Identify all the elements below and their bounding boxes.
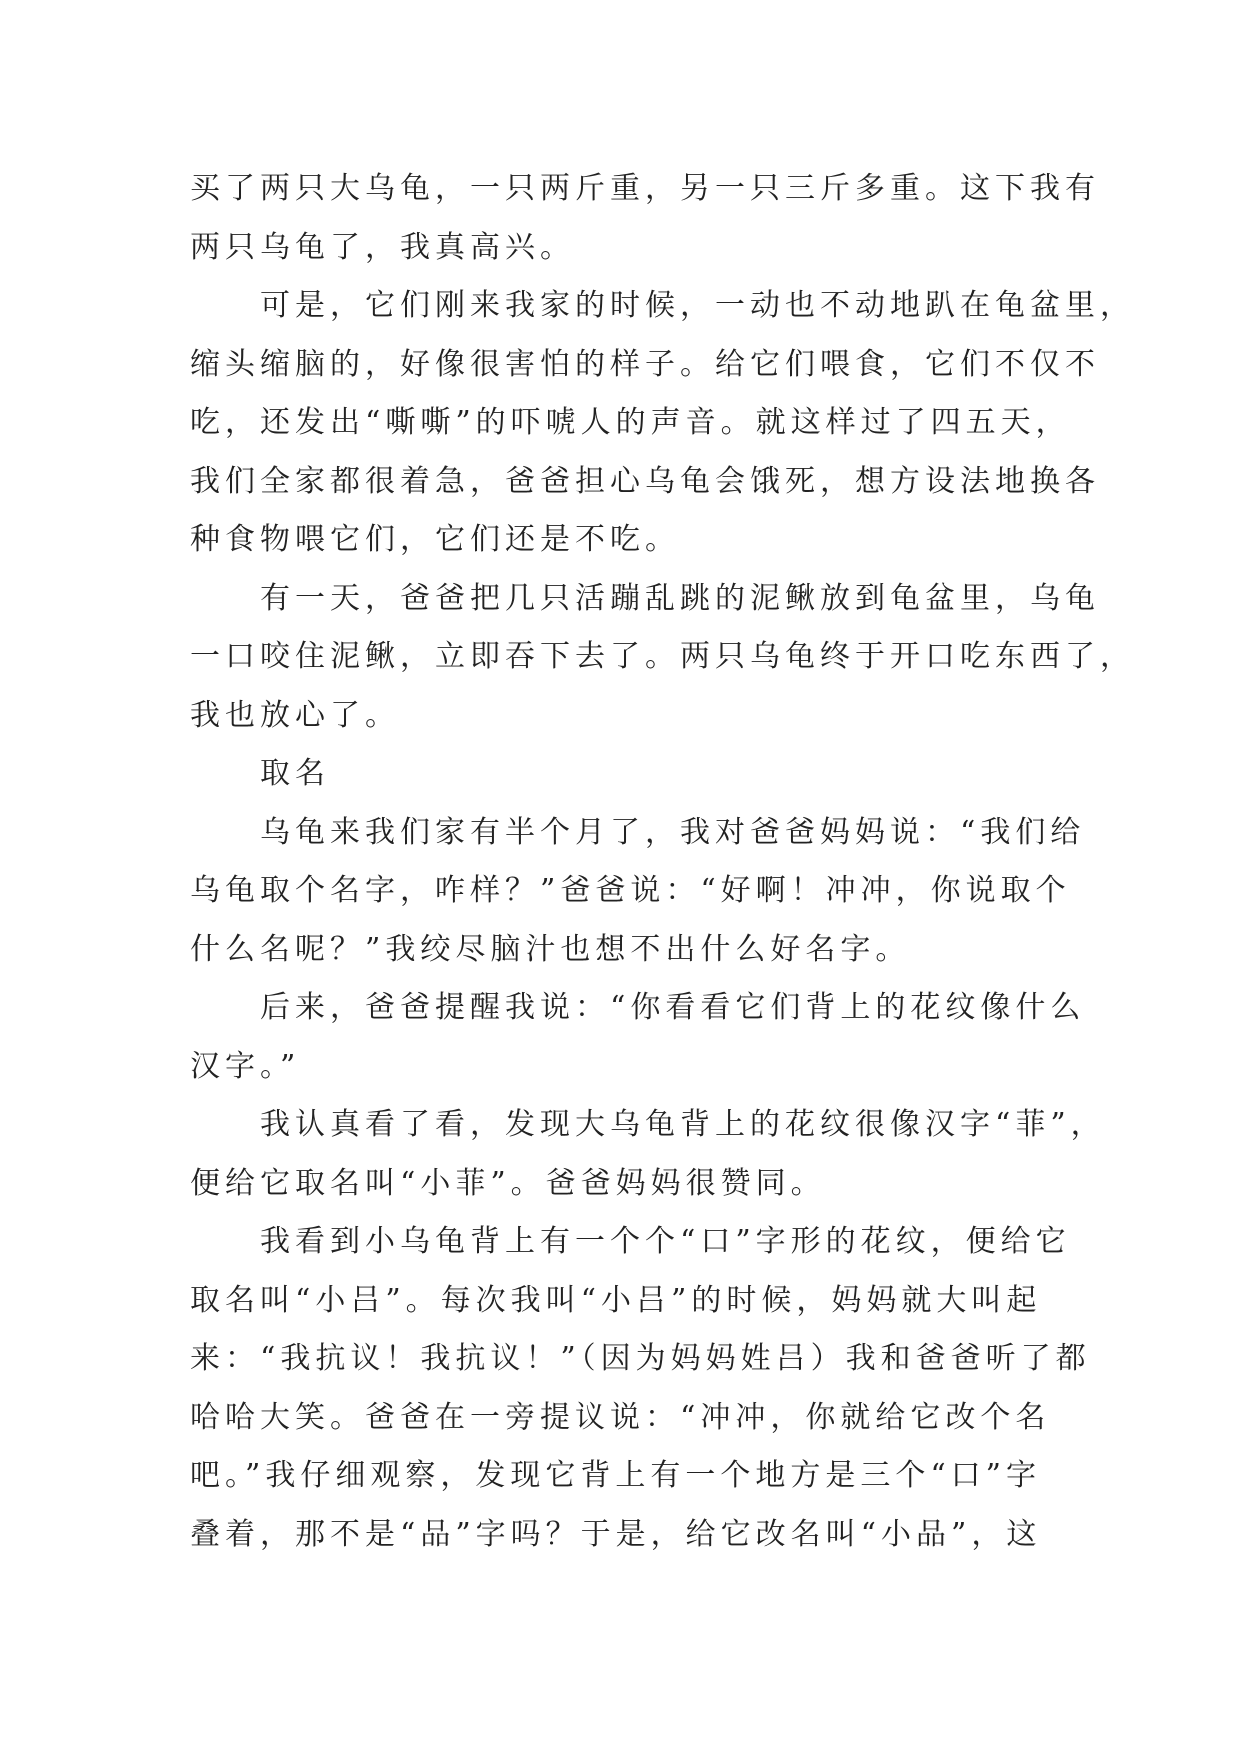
text-line: [190, 160, 1100, 219]
line-text: 我们全家都很着急，爸爸担心乌龟会饿死，想方设法地换各: [190, 463, 1100, 499]
text-line: [190, 394, 1071, 453]
text-line: [190, 453, 1100, 512]
text-line: [190, 745, 1060, 804]
text-line: [190, 1447, 1060, 1506]
line-text: 便给它取名叫“小菲”。爸爸妈妈很赞同。: [190, 1165, 826, 1201]
text-line: [190, 1272, 1060, 1331]
line-text: 取名: [260, 756, 330, 791]
line-text: 种食物喂它们，它们还是不吃。: [190, 522, 680, 557]
line-text: 有一天，爸爸把几只活蹦乱跳的泥鳅放到龟盆里，乌龟: [260, 580, 1100, 616]
text-line: [190, 219, 1060, 278]
body-text: [190, 160, 1135, 1564]
line-text: 哈哈大笑。爸爸在一旁提议说：“冲冲，你就给它改个名: [190, 1399, 1051, 1435]
text-line: [190, 1330, 1091, 1389]
line-text: 取名叫“小吕”。每次我叫“小吕”的时候，妈妈就大叫起: [190, 1282, 1042, 1318]
paragraph: [190, 570, 1135, 746]
paragraph: [190, 277, 1135, 570]
text-line: [190, 921, 1060, 980]
line-text: 吃，还发出“嘶嘶”的吓唬人的声音。就这样过了四五天，: [190, 405, 1071, 440]
text-line: [190, 862, 1071, 921]
paragraph: [190, 745, 1060, 804]
line-text: 一口咬住泥鳅，立即吞下去了。两只乌龟终于开口吃东西了，: [190, 639, 1135, 674]
line-text: 乌龟来我们家有半个月了，我对爸爸妈妈说：“我们给: [260, 814, 1086, 850]
text-line: [190, 979, 1086, 1038]
text-line: [190, 628, 1135, 687]
line-text: 我也放心了。: [190, 697, 400, 733]
text-line: [190, 511, 1060, 570]
line-text: 我看到小乌龟背上有一个个“口”字形的花纹，便给它: [260, 1224, 1071, 1259]
line-text: 我认真看了看，发现大乌龟背上的花纹很像汉字“菲”，: [260, 1107, 1106, 1142]
line-text: 两只乌龟了，我真高兴。: [190, 229, 575, 265]
line-text: 后来，爸爸提醒我说：“你看看它们背上的花纹像什么: [260, 990, 1086, 1025]
text-line: [190, 1155, 1060, 1214]
line-text: 叠着，那不是“品”字吗？于是，给它改名叫“小品”，这: [190, 1516, 1042, 1552]
text-line: [190, 277, 1135, 336]
text-line: [190, 570, 1100, 629]
paragraph: [190, 1213, 1091, 1564]
text-line: [190, 336, 1100, 395]
line-text: 买了两只大乌龟，一只两斤重，另一只三斤多重。这下我有: [190, 171, 1100, 206]
text-line: [190, 804, 1086, 863]
line-text: 乌龟取个名字，咋样？”爸爸说：“好啊！冲冲，你说取个: [190, 873, 1071, 908]
line-text: 可是，它们刚来我家的时候，一动也不动地趴在龟盆里，: [260, 288, 1135, 323]
text-line: [190, 1096, 1106, 1155]
paragraph: [190, 804, 1086, 980]
line-text: 来：“我抗议！我抗议！”（因为妈妈姓吕）我和爸爸听了都: [190, 1341, 1091, 1376]
text-line: [190, 1038, 1060, 1097]
line-text: 什么名呢？”我绞尽脑汁也想不出什么好名字。: [190, 931, 911, 967]
line-text: 汉字。”: [190, 1048, 301, 1084]
paragraph: [190, 160, 1100, 277]
paragraph: [190, 1096, 1106, 1213]
text-line: [190, 1506, 1060, 1565]
text-line: [190, 1389, 1060, 1448]
paragraph: [190, 979, 1086, 1096]
line-text: 吧。”我仔细观察，发现它背上有一个地方是三个“口”字: [190, 1458, 1042, 1493]
line-text: 缩头缩脑的，好像很害怕的样子。给它们喂食，它们不仅不: [190, 346, 1100, 382]
text-line: [190, 687, 1060, 746]
text-line: [190, 1213, 1071, 1272]
